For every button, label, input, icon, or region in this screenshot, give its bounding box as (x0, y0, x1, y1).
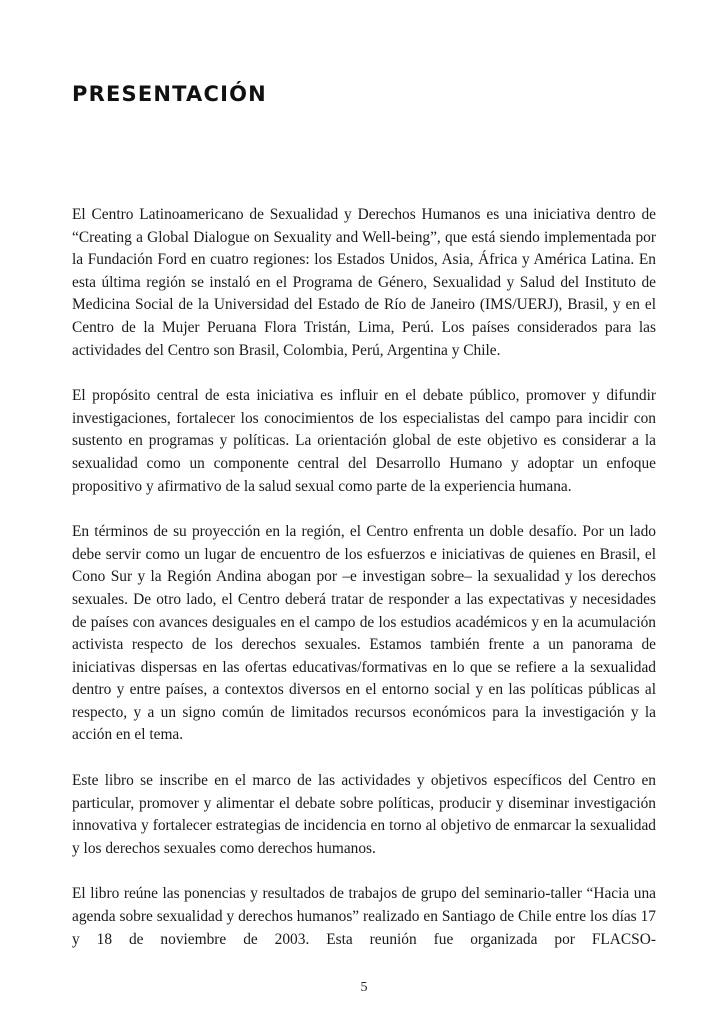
page-title: PRESENTACIÓN (72, 82, 267, 106)
paragraph-3: En términos de su proyección en la región, el Centro enfrenta un doble desafío. Por un lado debe servir como un lugar de encuentro de los esfuerzos e iniciativas de quienes en Brasil, el Cono Sur y la Región Andina abogan por –e investigan sobre– la sexualidad y los derechos sexuales. De otro lado, el Centro deberá tratar de responder a las expectativas y necesidades de países con avances desiguales en el campo de los estudios académicos y en la acumulación activista respecto de los derechos sexuales. Estamos también frente a un panorama de iniciativas dispersas en las ofertas educativas/formativas en lo que se refiere a la sexualidad dentro y entre países, a contextos diversos en el entorno social y en las políticas públicas al respecto, y a un signo común de limitados recursos económicos para la investigación y la acción en el tema. (72, 523, 656, 744)
paragraph-1: El Centro Latinoamericano de Sexualidad y Derechos Humanos es una iniciativa dentro de “Creating a Global Dialogue on Sexuality and Well-being”, que está siendo implementada por la Fundación Ford en cuatro regiones: los Estados Unidos, Asia, África y América Latina. En esta última región se instaló en el Programa de Género, Sexualidad y Salud del Instituto de Medicina Social de la Universidad del Estado de Río de Janeiro (IMS/UERJ), Brasil, y en el Centro de la Mujer Peruana Flora Tristán, Lima, Perú. Los países considerados para las actividades del Centro son Brasil, Colombia, Perú, Argentina y Chile. (72, 206, 656, 359)
paragraph-5: El libro reúne las ponencias y resultados de trabajos de grupo del seminario-taller “Hacia una agenda sobre sexualidad y derechos humanos” realizado en Santiago de Chile entre los días 17 y 18 de noviembre de 2003. Esta reunión fue organizada por FLACSO- (72, 885, 656, 948)
paragraph-2: El propósito central de esta iniciativa es influir en el debate público, promover y difundir investigaciones, fortalecer los conocimientos de los especialistas del campo para incidir con sustento en programas y políticas. La orientación global de este objetivo es considerar a la sexualidad como un componente central del Desarrollo Humano y adoptar un enfoque propositivo y afirmativo de la salud sexual como parte de la experiencia humana. (72, 387, 656, 495)
page-number: 5 (360, 980, 368, 995)
paragraph-4: Este libro se inscribe en el marco de las actividades y objetivos específicos del Centro en particular, promover y alimentar el debate sobre políticas, producir y diseminar investigación innovativa y fortalecer estrategias de incidencia en torno al objetivo de enmarcar la sexualidad y los derechos sexuales como derechos humanos. (72, 772, 656, 857)
body-text (72, 204, 656, 951)
